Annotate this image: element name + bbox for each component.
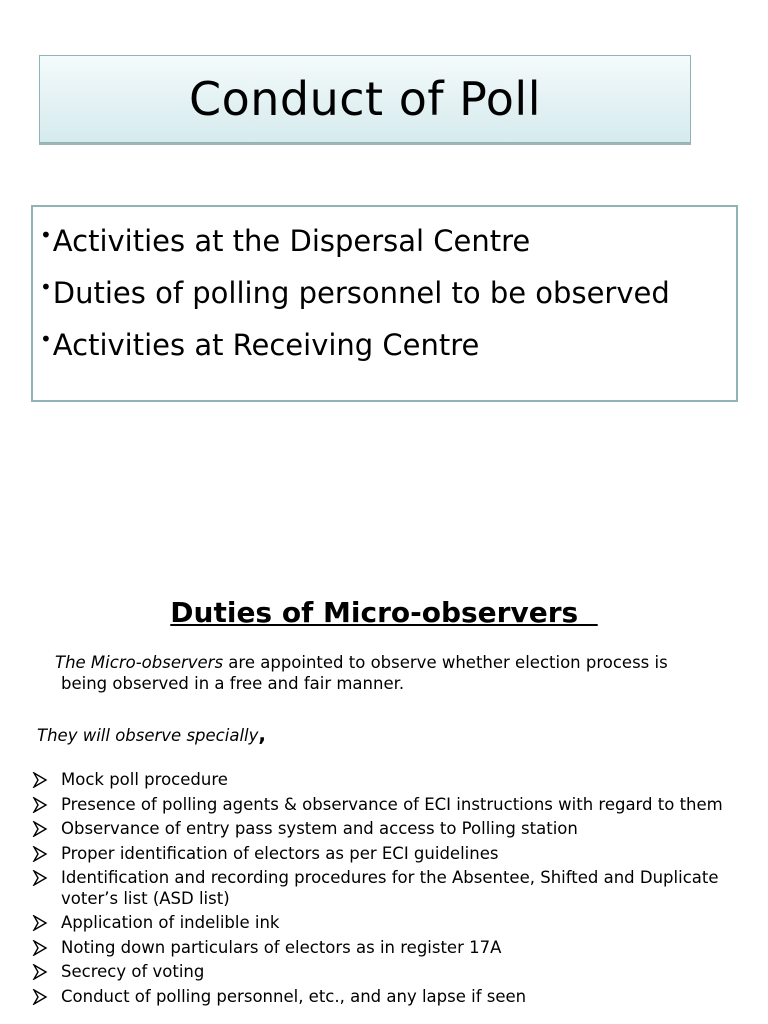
list-item: [32, 819, 732, 840]
list-item-label: Secrecy of voting: [61, 962, 205, 981]
arrowhead-bullet-icon: [32, 821, 48, 837]
list-item-label: Noting down particulars of electors as in register 17A: [61, 937, 502, 957]
list-item: [32, 987, 732, 1008]
observe-lead-in: [37, 722, 266, 746]
list-item: [32, 913, 732, 934]
list-item-label: Application of indelible ink: [61, 913, 280, 932]
list-item-label: Activities at Receiving Centre: [52, 328, 480, 362]
intro-line-1: are appointed to observe whether election process is: [223, 653, 668, 672]
list-item-label: Proper identification of electors as per ECI guidelines: [61, 843, 499, 863]
list-item-label: Mock poll procedure: [61, 770, 228, 789]
arrowhead-bullet-icon: [32, 964, 48, 980]
list-item: [40, 319, 736, 371]
intro-first-line: [55, 652, 735, 673]
list-item: [40, 267, 736, 319]
list-item-label: Presence of polling agents & observance of ECI instructions with regard to them: [61, 794, 723, 814]
arrowhead-bullet-icon: [32, 940, 48, 956]
list-item-label: Activities at the Dispersal Centre: [52, 224, 531, 258]
list-item: [32, 962, 732, 983]
section-heading: Duties of Micro-observers: [170, 596, 598, 629]
arrowhead-bullet-icon: [32, 989, 48, 1005]
title-box: [39, 55, 691, 143]
intro-italic-subject: The Micro-observers: [55, 653, 224, 672]
list-item: [32, 868, 732, 909]
page-title: Conduct of Poll: [189, 72, 541, 126]
intro-paragraph: [55, 652, 735, 694]
list-item-label: Identification and recording procedures for the Absentee, Shifted and Duplicate voter’s list (ASD list): [61, 868, 719, 908]
list-item: [32, 844, 732, 865]
list-item: [32, 770, 732, 791]
topics-list: [40, 215, 736, 371]
arrowhead-bullet-icon: [32, 915, 48, 931]
round-bullet-icon: •: [40, 275, 52, 299]
duties-list: [32, 770, 732, 1011]
observe-comma: ,: [258, 722, 266, 746]
list-item: [32, 938, 732, 959]
intro-line-2: being observed in a free and fair manner.: [61, 674, 405, 693]
list-item-label: Duties of polling personnel to be observed: [52, 276, 670, 310]
arrowhead-bullet-icon: [32, 797, 48, 813]
list-item: [40, 215, 736, 267]
topics-box: [31, 205, 738, 402]
list-item-label: Observance of entry pass system and access to Polling station: [61, 819, 578, 838]
list-item-label: Conduct of polling personnel, etc., and any lapse if seen: [61, 986, 527, 1006]
round-bullet-icon: •: [40, 327, 52, 351]
arrowhead-bullet-icon: [32, 772, 48, 788]
list-item: [32, 795, 732, 816]
observe-text: They will observe specially: [37, 726, 259, 745]
round-bullet-icon: •: [40, 223, 52, 247]
arrowhead-bullet-icon: [32, 846, 48, 862]
arrowhead-bullet-icon: [32, 870, 48, 886]
